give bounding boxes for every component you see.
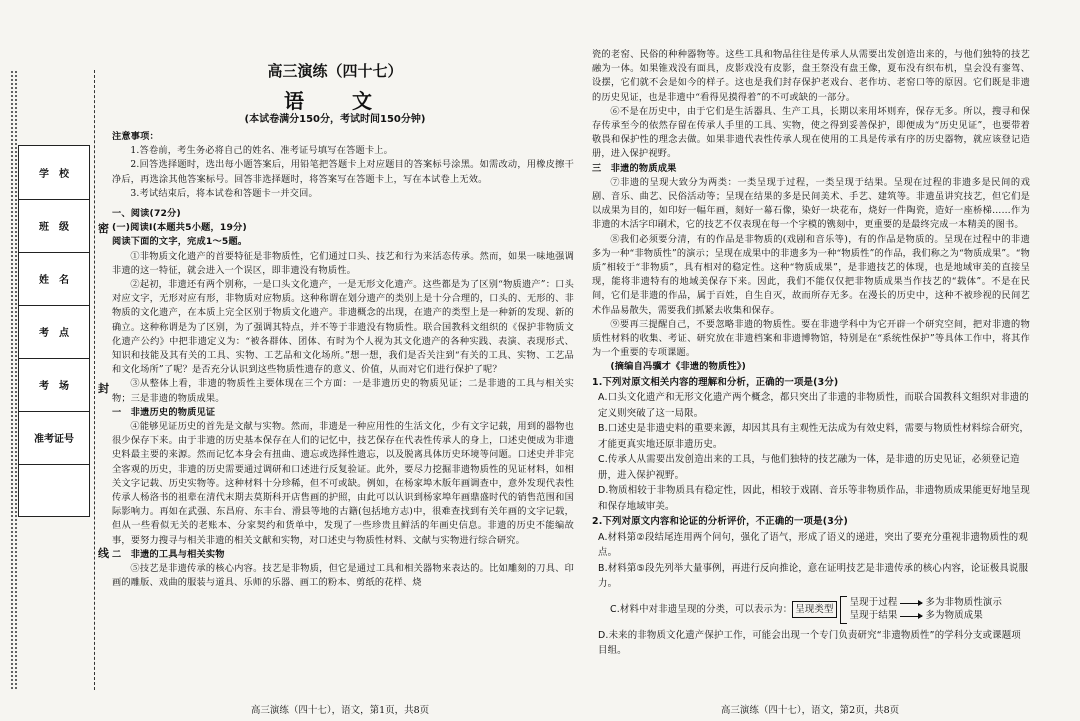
- note-item: 3.考试结束后，将本试卷和答题卡一并交回。: [130, 187, 318, 199]
- subject-title: 语 文: [284, 89, 386, 113]
- seal-mark-xian: 线: [98, 547, 109, 560]
- arrow-icon: [900, 616, 922, 617]
- paragraph: 瓷的老窑、民俗的种种器物等。这些工具和物品往往是传承人从需要出发创造出来的，与他们独特的技艺融为一体。如果锥戏没有面具，皮影戏没有皮影，盘王祭没有盘王像，夏布没有织布机，皇会没有銮驾、设摆，它们就不会是如今的样子。这也是我们封存保护老戏台、老作坊、老窑口等的原因。它们既是非遗的历史见证，也是非遗中“看得见摸得着”的不可或缺的一部分。: [592, 49, 1030, 103]
- option-a: A.材料第②段结尾连用两个问句，强化了语气，形成了语义的递进，突出了要充分重视非遗物质性的观点。: [598, 531, 1028, 559]
- footer-right: 高三演练（四十七），语文，第2页，共8页: [720, 705, 900, 716]
- footer-left: 高三演练（四十七），语文，第1页，共8页: [250, 705, 430, 716]
- paragraph: ③从整体上看，非遗的物质性主要体现在三个方面：一是非遗历史的物质见证；二是非遗的工具与相关实物；三是非遗的物质成果。: [112, 378, 574, 404]
- option-d: D.物质相较于非物质具有稳定性，因此，相较于戏剧、音乐等非物质作品，非遗物质成果能更好地呈现和保存地域审美。: [598, 485, 1030, 512]
- source-citation: (摘编自冯骥才《非遗的物质性》): [610, 361, 747, 373]
- paragraph: ②起初，非遗还有两个别称，一是口头文化遗产，一是无形文化遗产。这些都是为了区别“物质遗产”：口头对应文字，无形对应有形，非物质对应物质。这种称谓在划分遗产的类别上是十分合理的，口头的、无形的、非物质的文化遗产，在本质上完全区别于物质文化遗产。非遗概念的出现，在遗产的类型上是一种新的发现、新的确立。这种称谓是为了区别，为了强调其特点，并不等于非遗没有物质性。联合国教科文组织的《保护非物质文化遗产公约》中把非遗定义为：“被各群体、团体、有时为个人视为其文化遗产的各种实践、表演、表现形式、知识和技能及其有关的工具、实物、工艺品和文化场所。”想一想，我们是否关注到“有关的工具、实物、工艺品和文化场所”了呢？是否充分认识到这些物质性遗存的意义、价值，从而对它们进行保护了呢？: [112, 279, 574, 376]
- note-item: 1.答卷前，考生务必将自己的姓名、准考证号填写在答题卡上。: [130, 145, 394, 157]
- exam-room-label: 考 场: [19, 358, 89, 412]
- admission-number-label: 准考证号: [19, 411, 89, 465]
- exam-title: 高三演练（四十七）: [267, 62, 403, 80]
- paragraph: ⑥不是在历史中，由于它们是生活器具、生产工具，长期以来用坏则弃，保存无多。所以，搜寻和保存传承至今的依然存留在传承人手里的工具、实物，使之得到妥善保护，即便成为“历史见证”，也要带着敬畏和保护性的理念去做。如果非遗代表性传承人现在使用的工具是传承有序的历史器物，就应该登记造册，进入保护视野。: [592, 105, 1030, 160]
- reading-instruction: 阅读下面的文字，完成1～5题。: [112, 236, 248, 248]
- exam-site-label: 考 点: [19, 305, 89, 359]
- paragraph: ⑤技艺是非遗传承的核心内容。技艺是非物质，但它是通过工具和相关器物来表达的。比如雕刻的刀具、印画的雕版、戏曲的服装与道具、乐师的乐器、画工的粉本、剪纸的花样、烧: [112, 563, 574, 589]
- branch-result: 呈现于结果: [849, 610, 898, 622]
- section-title: 一、阅读(72分): [112, 208, 181, 220]
- subheading: 一 非遗历史的物质见证: [112, 406, 216, 418]
- branch-process-result: 多为非物质性演示: [925, 597, 1003, 609]
- name-label: 姓 名: [19, 252, 89, 306]
- question-1: [592, 375, 1030, 515]
- question-2: [592, 514, 1030, 659]
- option-c: C.传承人从需要出发创造出来的工具，与他们独特的技艺融为一体，是非遗的历史见证，必须登记造册，进入保护视野。: [598, 454, 1020, 481]
- option-a: A.口头文化遗产和无形文化遗产两个概念，都只突出了非遗的非物质性，而联合国教科文组织对非遗的定义则突破了这一局限。: [598, 392, 1029, 419]
- section-subtitle: (一)阅读Ⅰ(本题共5小题，19分): [112, 222, 247, 234]
- seal-mark-mi: 密: [98, 222, 109, 235]
- paragraph: ⑧我们必须要分清，有的作品是非物质的(戏剧和音乐等)，有的作品是物质的。呈现在过程中的非遗多为一种“非物质性”的演示；呈现在成果中的非遗多为一种“物质性”的作品，我们称之为“物质成果”。“物质”相较于“非物质”，具有相对的稳定性。这种“物质成果”，是非遗技艺的体现，也是地域审美的直接呈现，能将非遗特有的地域美保存下来。因此，我们不能仅仅把非物质成果当作技艺的“载体”。不是在民间，它们是非遗的作品，属于百姓，自生自灭，故而所存无多。在漫长的历史中，这种不被珍视的民间艺术作品易散失，需要我们抓紧去收集和保存。: [592, 233, 1030, 316]
- question-stem: 2.下列对原文内容和论证的分析评价，不正确的一项是(3分): [592, 516, 848, 528]
- option-b: B.材料第⑤段先列举大量事例，再进行反向推论，意在证明技艺是非遗传承的核心内容，论证极具说服力。: [598, 562, 1029, 590]
- question-stem: 1.下列对原文相关内容的理解和分析，正确的一项是(3分): [592, 376, 839, 388]
- school-label: 学 校: [19, 146, 89, 200]
- perforation-dots: [10, 70, 18, 690]
- notes-heading: 注意事项：: [112, 131, 159, 142]
- class-label: 班 级: [19, 199, 89, 253]
- option-d: D.未来的非物质文化遗产保护工作，可能会出现一个专门负责研究“非遗物质性”的学科分支或课题项目组。: [598, 629, 1021, 657]
- binding-strip: [10, 70, 109, 690]
- paragraph: ①非物质文化遗产的首要特征是非物质性，它们通过口头、技艺和行为来活态传承。然而，如果一味地强调非遗的这一特征，就会进入一个误区，即非遗没有物质性。: [112, 250, 574, 276]
- subheading: 二 非遗的工具与相关实物: [112, 548, 225, 560]
- option-b: B.口述史是非遗史料的重要来源，却因其具有主观性无法成为有效史料，需要与物质性材料综合研究，才能更真实地还原非遗历史。: [598, 423, 1030, 450]
- option-c-diagram: [592, 592, 1030, 628]
- paragraph: ⑨要再三提醒自己，不要忽略非遗的物质性。要在非遗学科中为它开辟一个研究空间，把对非遗的物质性材料的收集、考证、研究放在非遗档案和非遗博物馆，特别是在“系统性保护”等具体工作中，将其作为一个重要的专项课题。: [592, 318, 1030, 359]
- exam-info: (本试卷满分150分，考试时间150分钟): [244, 114, 426, 125]
- student-info-box: [18, 145, 90, 517]
- branch-result-result: 多为物质成果: [925, 610, 983, 622]
- right-column: [592, 48, 1030, 659]
- option-c-text: C.材料中对非遗呈现的分类，可以表示为：: [610, 603, 793, 615]
- paragraph: ④能够见证历史的首先是文献与实物。然而，非遗是一种应用性的生活文化，少有文字记载，用到的器物也很少保存下来。由于非遗的历史基本保存在人们的记忆中，技艺保存在代表性传承人的身上，口述史便成为非遗史料最主要的来源。然而记忆本身会有扭曲、遗忘或选择性遗忘，以及脱离具体历史环境等问题。口述史并非完全客观的历史，非遗的历史需要通过调研和口述进行反复验证。此外，要尽力挖掘非遗物质性的见证材料，如相关文字记载、历史实物等。这种材料十分珍稀，但不可或缺。例如，在杨家埠木版年画调查中，意外发现代表性传承人杨洛书的祖辈在清代末期去莫斯科开店售画的护照，由此可以认识到杨家埠年画鼎盛时代的销售范围和国际影响力。再如在武强、东昌府、东丰台、滑县等地的古籍(包括地方志)中，很难查找到有关年画的文字记载，但从一些看似无关的老账本、分家契约和货单中，发现了一些珍贵且鲜活的年画史信息。非遗的历史不能编故事，要努力搜寻与相关非遗的相关文献和实物，对口述史与物质性材料、文献与实物进行综合研究。: [112, 421, 574, 546]
- blank-cell: [19, 464, 89, 517]
- arrow-icon: [900, 603, 922, 604]
- seal-mark-feng: 封: [98, 382, 109, 395]
- brace: [840, 596, 847, 624]
- subheading: 三 非遗的物质成果: [592, 162, 677, 174]
- left-column: [112, 130, 574, 591]
- branch-process: 呈现于过程: [849, 597, 898, 609]
- paragraph: ⑦非遗的呈现大致分为两类：一类呈现于过程，一类呈现于结果。呈现在过程的非遗多是民间的戏剧、音乐、曲艺、民俗活动等；呈现在结果的多是民间美术、手艺、建筑等。非遗虽讲究技艺，但它们是以成果为目的，如印好一幅年画，刻好一幕石像，染好一块花布，烧好一件陶瓷，造好一座桥梯……作为非遗的木活字印刷术，它的技艺不仅表现在每一个字模的镌刻中，更重要的是最终完成一本精美的图书。: [592, 176, 1030, 231]
- seal-line: [94, 70, 95, 690]
- classification-box: 呈现类型: [792, 601, 836, 619]
- note-item: 2.回答选择题时，选出每小题答案后，用铅笔把答题卡上对应题目的答案标号涂黑。如需改动，用橡皮擦干净后，再选涂其他答案标号。回答非选择题时，将答案写在答题卡上，写在本试卷上无效。: [112, 159, 574, 185]
